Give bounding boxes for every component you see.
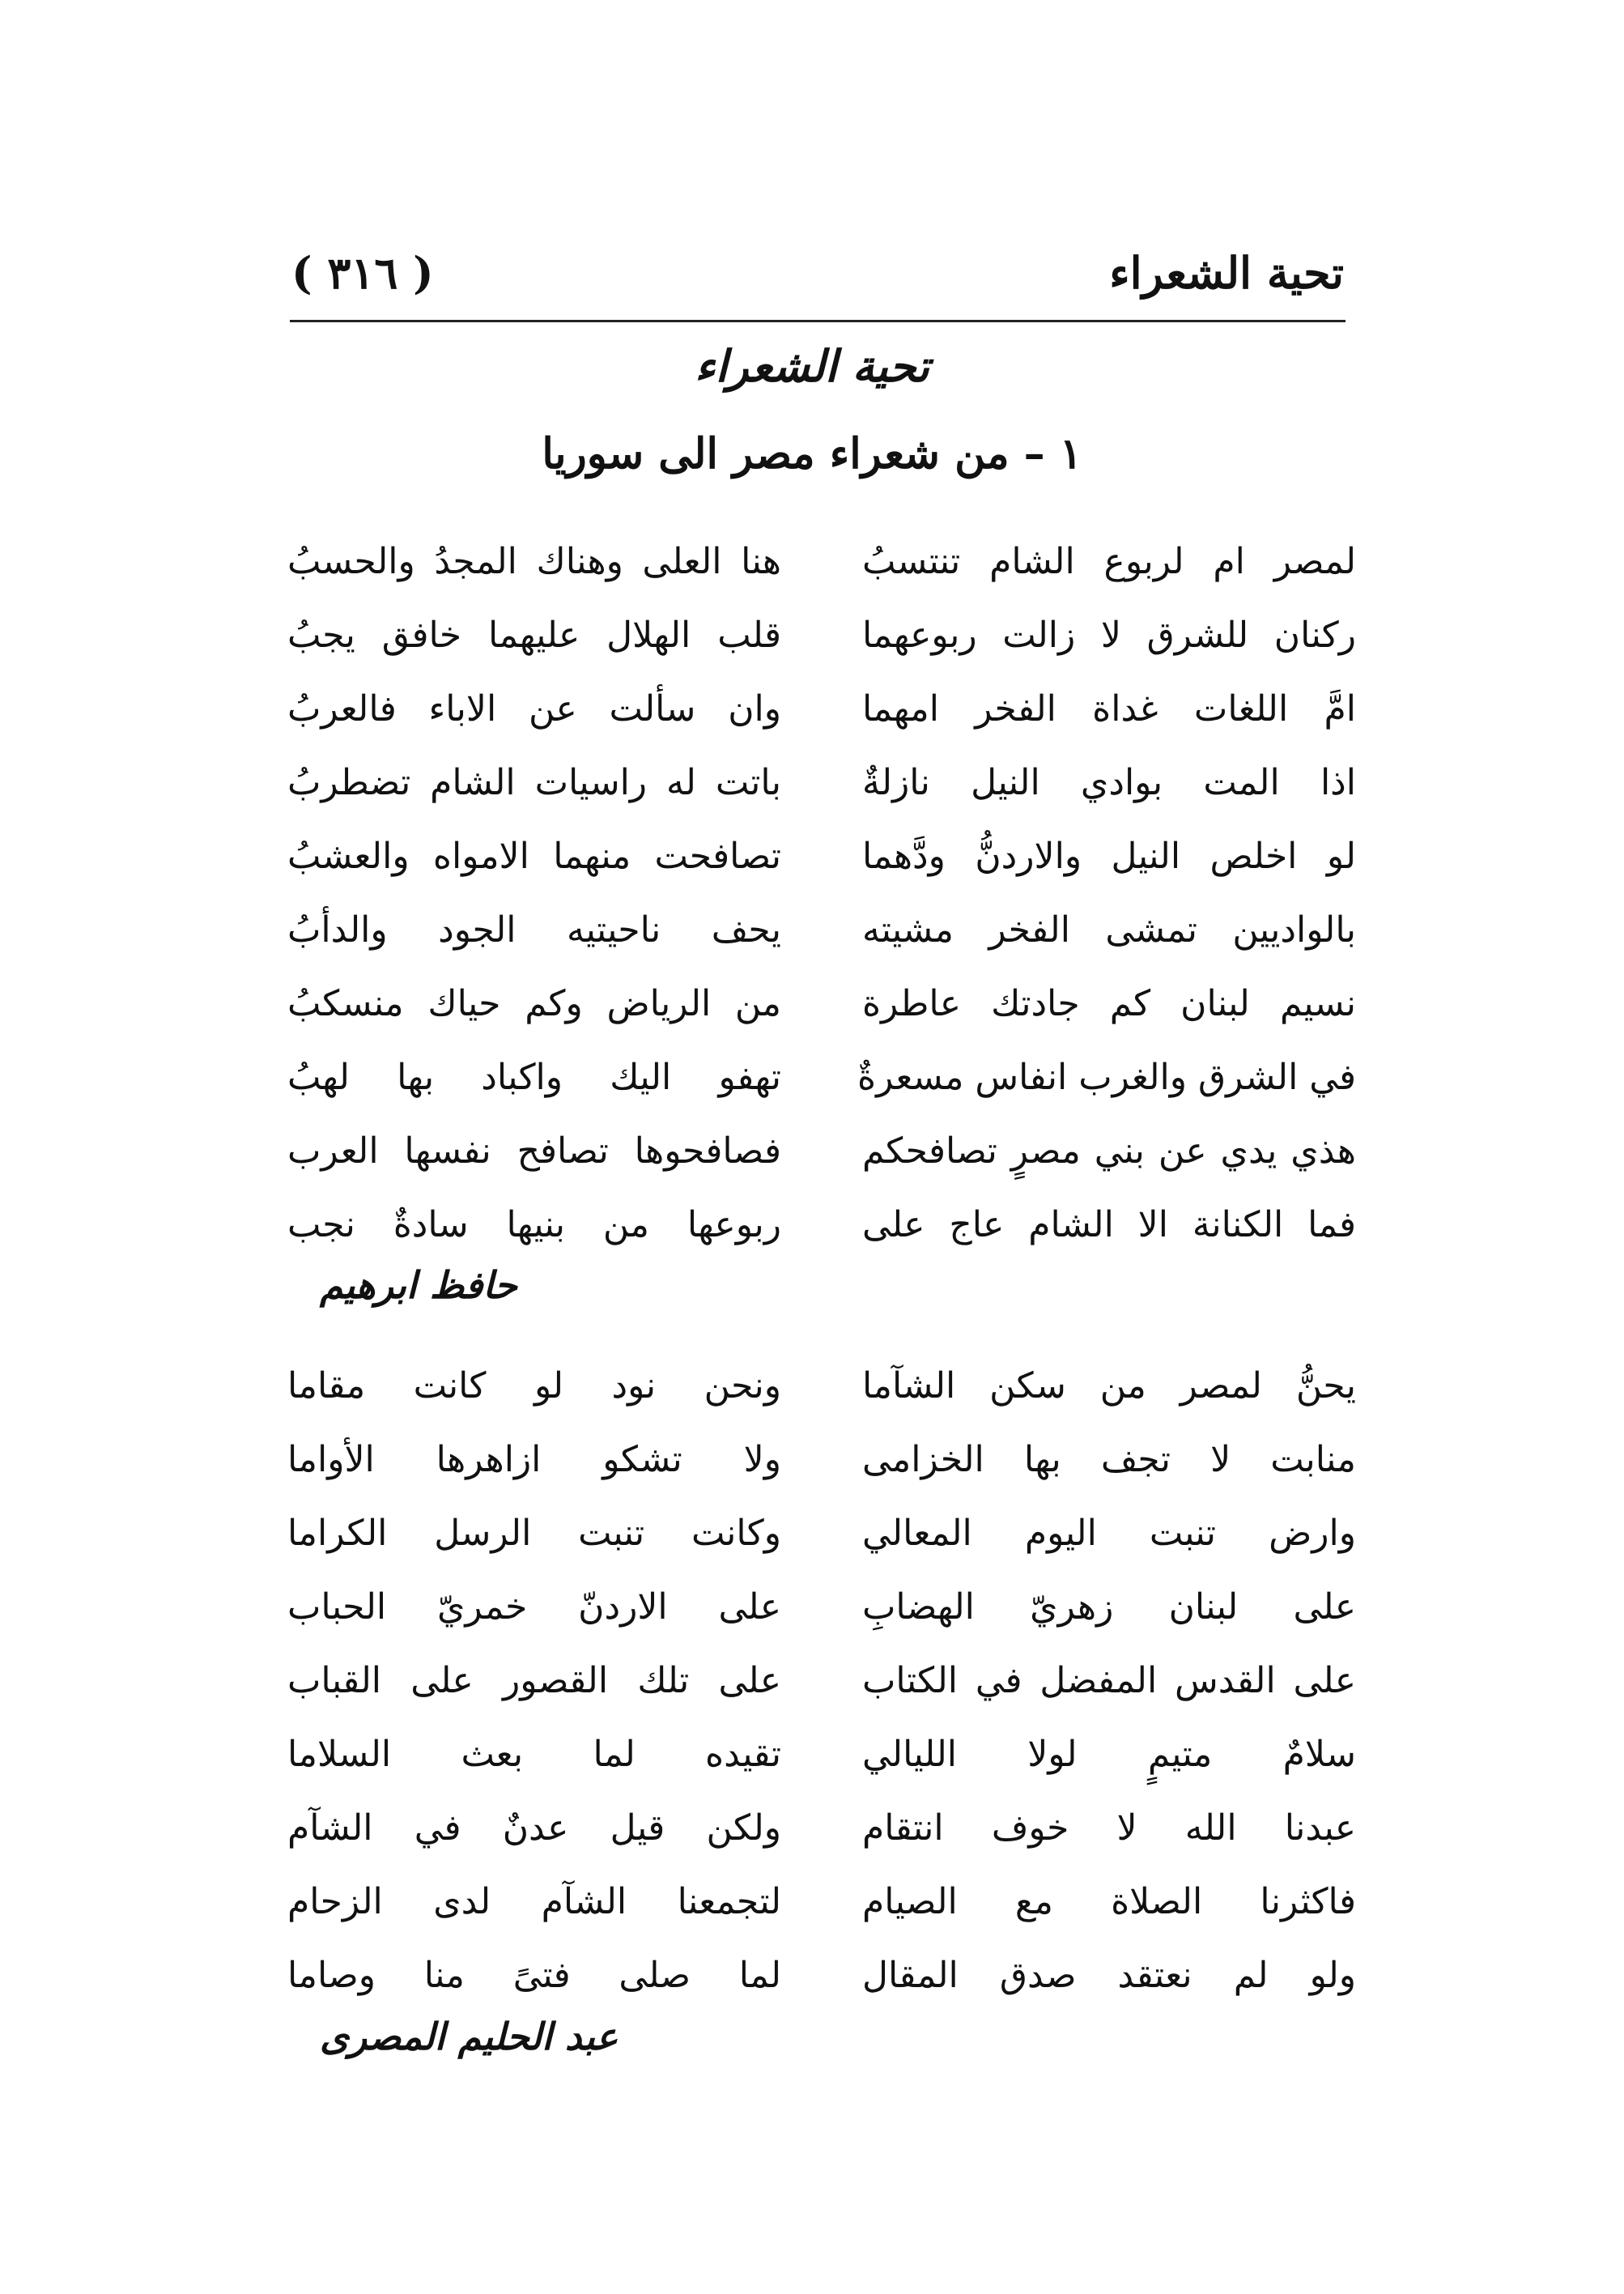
subsection-title: ١ – من شعراء مصر الى سوريا [542,429,1082,479]
first-hemistich: لمصر ام لربوع الشام تنتسبُ [862,541,1356,582]
first-hemistich: يحنُّ لمصر من سكن الشآما [862,1365,1356,1407]
first-hemistich: على القدس المفضل في الكتاب [862,1660,1356,1701]
signature-hafez: حافظ ابرهيم [320,1263,517,1307]
first-hemistich: سلامٌ متيمٍ لولا الليالي [862,1734,1356,1775]
second-hemistich: باتت له راسيات الشام تضطربُ [287,762,781,803]
first-hemistich: امَّ اللغات غداة الفخر امهما [862,688,1356,730]
second-hemistich: تصافحت منهما الامواه والعشبُ [287,836,781,877]
verse [287,967,1356,1041]
second-hemistich: وان سألت عن الاباء فالعربُ [287,688,781,730]
first-hemistich: منابت لا تجف بها الخزامى [862,1439,1356,1480]
verse [287,1570,1356,1644]
verse [287,1939,1356,2012]
first-hemistich: فاكثرنا الصلاة مع الصيام [862,1881,1356,1922]
second-hemistich: تهفو اليك واكباد بها لهبُ [287,1057,781,1098]
running-title: تحية الشعراء [1109,247,1344,299]
second-hemistich: لتجمعنا الشآم لدى الزحام [287,1881,781,1922]
verse [287,1717,1356,1791]
header-rule [290,320,1346,322]
verse [287,1865,1356,1939]
verse [287,893,1356,967]
second-hemistich: لما صلى فتىً منا وصاما [287,1955,781,1996]
first-hemistich: على لبنان زهريّ الهضابِ [862,1586,1356,1628]
second-hemistich: وكانت تنبت الرسل الكراما [287,1513,781,1554]
page-number: ( ٣١٦ ) [291,247,434,299]
first-hemistich: وارض تنبت اليوم المعالي [862,1513,1356,1554]
verse [287,598,1356,672]
first-hemistich: في الشرق والغرب انفاس مسعرةٌ [857,1057,1356,1098]
verse [287,1423,1356,1496]
second-hemistich: قلب الهلال عليهما خافق يجبُ [287,615,781,656]
second-hemistich: هنا العلى وهناك المجدُ والحسبُ [287,541,781,582]
poem-abdelhalim [287,1349,1356,2012]
second-hemistich: فصافحوها تصافح نفسها العرب [287,1130,781,1172]
second-hemistich: ربوعها من بنيها سادةٌ نجب [287,1204,781,1245]
verse [287,1188,1356,1262]
first-hemistich: فما الكنانة الا الشام عاج على [862,1204,1356,1245]
poem-hafez [287,525,1356,1262]
verse [287,1496,1356,1570]
first-hemistich: بالواديين تمشى الفخر مشيته [862,909,1356,951]
verse [287,1644,1356,1717]
first-hemistich: ولو لم نعتقد صدق المقال [862,1955,1356,1996]
verse [287,1041,1356,1114]
second-hemistich: ولا تشكو ازاهرها الأواما [287,1439,781,1480]
first-hemistich: هذي يدي عن بني مصرٍ تصافحكم [862,1130,1356,1172]
verse [287,1791,1356,1865]
second-hemistich: ولكن قيل عدنٌ في الشآم [287,1807,781,1849]
verse [287,746,1356,819]
first-hemistich: ركنان للشرق لا زالت ربوعهما [862,615,1356,656]
second-hemistich: على تلك القصور على القباب [287,1660,781,1701]
signature-abdelhalim: عبد الحليم المصرى [320,2015,619,2058]
verse [287,525,1356,598]
verse [287,1349,1356,1423]
running-header [291,236,1344,309]
second-hemistich: ونحن نود لو كانت مقاما [287,1365,781,1407]
second-hemistich: يحف ناحيتيه الجود والدأبُ [287,909,781,951]
second-hemistich: على الاردنّ خمريّ الحباب [287,1586,781,1628]
first-hemistich: نسيم لبنان كم جادتك عاطرة [862,983,1356,1024]
verse [287,672,1356,746]
second-hemistich: من الرياض وكم حياك منسكبُ [287,983,781,1024]
section-title: تحية الشعراء [695,340,929,392]
verse [287,819,1356,893]
second-hemistich: تقيده لما بعث السلاما [287,1734,781,1775]
verse [287,1114,1356,1188]
first-hemistich: عبدنا الله لا خوف انتقام [862,1807,1356,1849]
first-hemistich: لو اخلص النيل والاردنُّ ودَّهما [862,836,1356,877]
first-hemistich: اذا المت بوادي النيل نازلةٌ [862,762,1356,803]
